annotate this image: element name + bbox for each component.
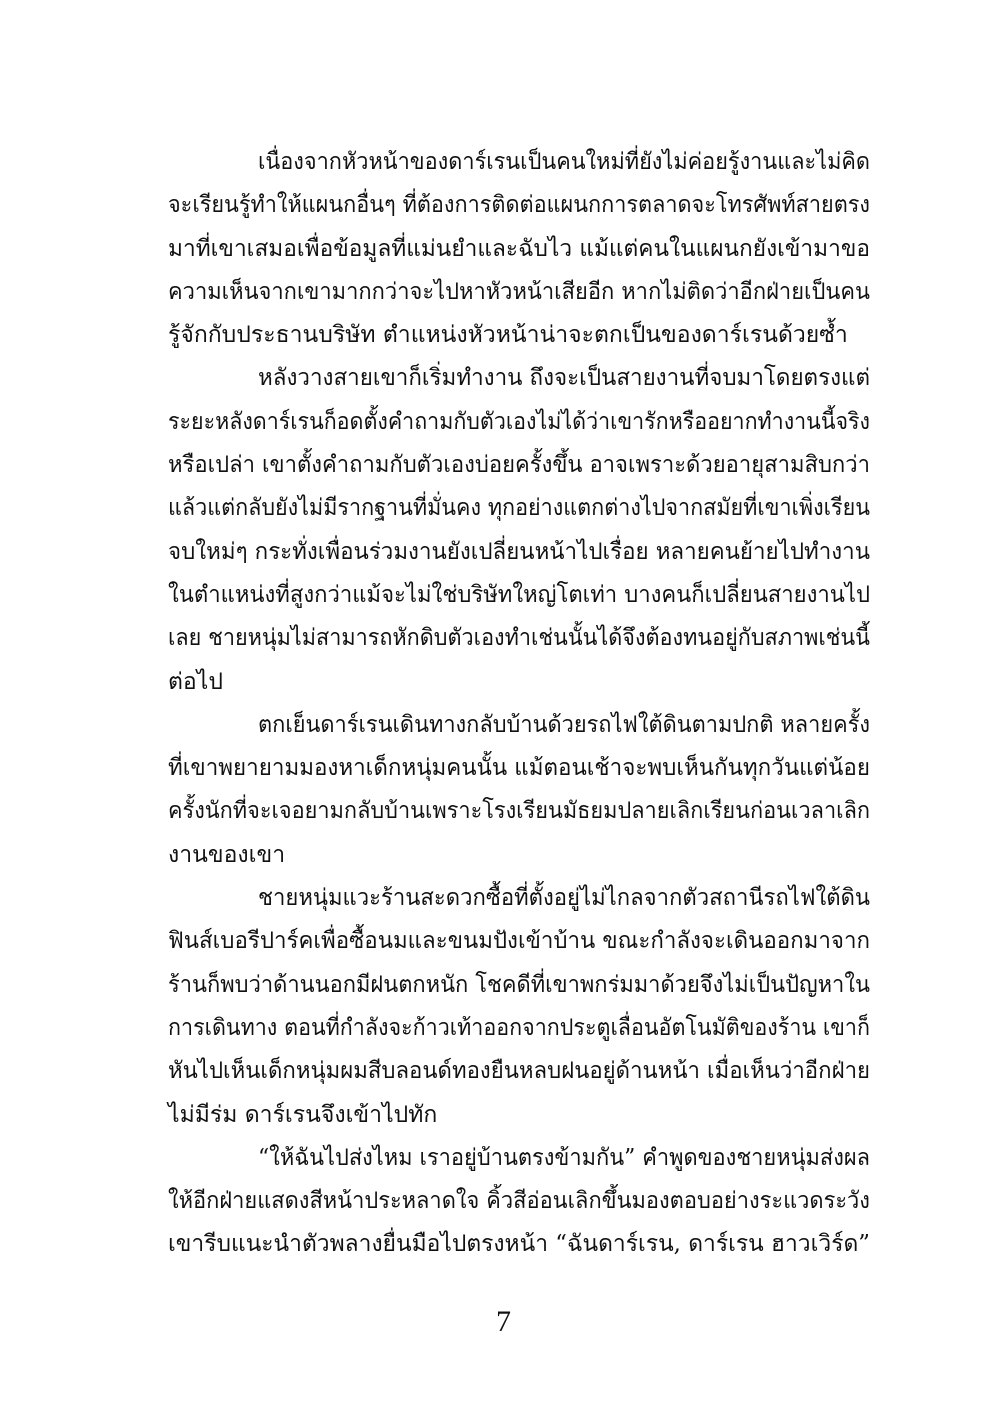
text-line <box>168 964 870 1007</box>
page-number: 7 <box>496 1305 511 1338</box>
text-line-content: เนื่องจากหัวหน้าของดาร์เรนเป็นคนใหม่ที่ยังไม่ค่อยรู้งานและไม่คิด <box>258 149 871 175</box>
text-line-content: ในตำแหน่งที่สูงกว่าแม้จะไม่ใช่บริษัทใหญ่โตเท่า บางคนก็เปลี่ยนสายงานไป <box>168 581 871 608</box>
text-line <box>168 401 870 444</box>
text-line <box>168 920 870 963</box>
text-line-content: ชายหนุ่มแวะร้านสะดวกซื้อที่ตั้งอยู่ไม่ไกลจากตัวสถานีรถไฟใต้ดิน <box>258 885 871 912</box>
text-line <box>168 1007 870 1050</box>
text-line <box>168 1137 870 1180</box>
text-line-content: การเดินทาง ตอนที่กำลังจะก้าวเท้าออกจากประตูเลื่อนอัตโนมัติของร้าน เขาก็ <box>168 1014 871 1041</box>
text-line-content: รู้จักกับประธานบริษัท ตำแหน่งหัวหน้าน่าจะตกเป็นของดาร์เรนด้วยซ้ำ <box>168 322 848 349</box>
text-line-content: จบใหม่ๆ กระทั่งเพื่อนร่วมงานยังเปลี่ยนหน้าไปเรื่อย หลายคนย้ายไปทำงาน <box>168 538 870 565</box>
text-line <box>168 271 870 314</box>
text-line <box>168 834 870 877</box>
body-text <box>168 141 870 1267</box>
text-line-content: “ให้ฉันไปส่งไหม เราอยู่บ้านตรงข้ามกัน” คำพูดของชายหนุ่มส่งผล <box>258 1144 871 1171</box>
text-line <box>168 1223 870 1266</box>
text-line-content: ตกเย็นดาร์เรนเดินทางกลับบ้านด้วยรถไฟใต้ดินตามปกติ หลายครั้ง <box>258 711 870 738</box>
text-line-content: เลย ชายหนุ่มไม่สามารถหักดิบตัวเองทำเช่นนั้นได้จึงต้องทนอยู่กับสภาพเช่นนี้ <box>168 625 870 652</box>
text-line <box>168 661 870 704</box>
text-line <box>168 1180 870 1223</box>
text-line-content: หลังวางสายเขาก็เริ่มทำงาน ถึงจะเป็นสายงานที่จบมาโดยตรงแต่ <box>258 365 871 392</box>
text-line <box>168 704 870 747</box>
text-line <box>168 1050 870 1093</box>
text-line <box>168 747 870 790</box>
text-line <box>168 141 870 184</box>
text-line <box>168 1094 870 1137</box>
text-line <box>168 487 870 530</box>
text-line-content: ฟินส์เบอรีปาร์คเพื่อซื้อนมและขนมปังเข้าบ้าน ขณะกำลังจะเดินออกมาจาก <box>168 928 870 955</box>
text-line-content: ให้อีกฝ่ายแสดงสีหน้าประหลาดใจ คิ้วสีอ่อนเลิกขึ้นมองตอบอย่างระแวดระวัง <box>168 1188 870 1215</box>
text-line-content: ครั้งนักที่จะเจอยามกลับบ้านเพราะโรงเรียนมัธยมปลายเลิกเรียนก่อนเวลาเลิก <box>168 798 871 825</box>
text-line-content: ต่อไป <box>168 668 223 695</box>
text-line <box>168 444 870 487</box>
text-line-content: ร้านก็พบว่าด้านนอกมีฝนตกหนัก โชคดีที่เขาพกร่มมาด้วยจึงไม่เป็นปัญหาใน <box>168 971 870 998</box>
text-line-content: จะเรียนรู้ทำให้แผนกอื่นๆ ที่ต้องการติดต่อแผนกการตลาดจะโทรศัพท์สายตรง <box>168 192 871 219</box>
text-line-content: ความเห็นจากเขามากกว่าจะไปหาหัวหน้าเสียอีก หากไม่ติดว่าอีกฝ่ายเป็นคน <box>168 278 871 305</box>
text-line-content: แล้วแต่กลับยังไม่มีรากฐานที่มั่นคง ทุกอย่างแตกต่างไปจากสมัยที่เขาเพิ่งเรียน <box>168 495 870 522</box>
text-line <box>168 228 870 271</box>
text-line <box>168 184 870 227</box>
text-line-content: หรือเปล่า เขาตั้งคำถามกับตัวเองบ่อยครั้งขึ้น อาจเพราะด้วยอายุสามสิบกว่า <box>168 452 871 479</box>
text-line <box>168 314 870 357</box>
text-line-content: หันไปเห็นเด็กหนุ่มผมสีบลอนด์ทองยืนหลบฝนอยู่ด้านหน้า เมื่อเห็นว่าอีกฝ่าย <box>168 1058 871 1085</box>
text-line <box>168 790 870 833</box>
text-line-content: มาที่เขาเสมอเพื่อข้อมูลที่แม่นยำและฉับไว แม้แต่คนในแผนกยังเข้ามาขอ <box>168 235 871 262</box>
text-line <box>168 357 870 400</box>
text-line <box>168 531 870 574</box>
text-line <box>168 877 870 920</box>
text-line-content: ที่เขาพยายามมองหาเด็กหนุ่มคนนั้น แม้ตอนเช้าจะพบเห็นกันทุกวันแต่น้อย <box>168 755 870 782</box>
text-line-content: ระยะหลังดาร์เรนก็อดตั้งคำถามกับตัวเองไม่ได้ว่าเขารักหรืออยากทำงานนี้จริง <box>168 408 871 435</box>
text-line-content: งานของเขา <box>168 841 286 868</box>
text-line-content: เขารีบแนะนำตัวพลางยื่นมือไปตรงหน้า “ฉันดาร์เรน, ดาร์เรน ฮาวเวิร์ด” <box>168 1231 870 1258</box>
text-line <box>168 574 870 617</box>
text-line <box>168 617 870 660</box>
text-line-content: ไม่มีร่ม ดาร์เรนจึงเข้าไปทัก <box>168 1101 438 1128</box>
